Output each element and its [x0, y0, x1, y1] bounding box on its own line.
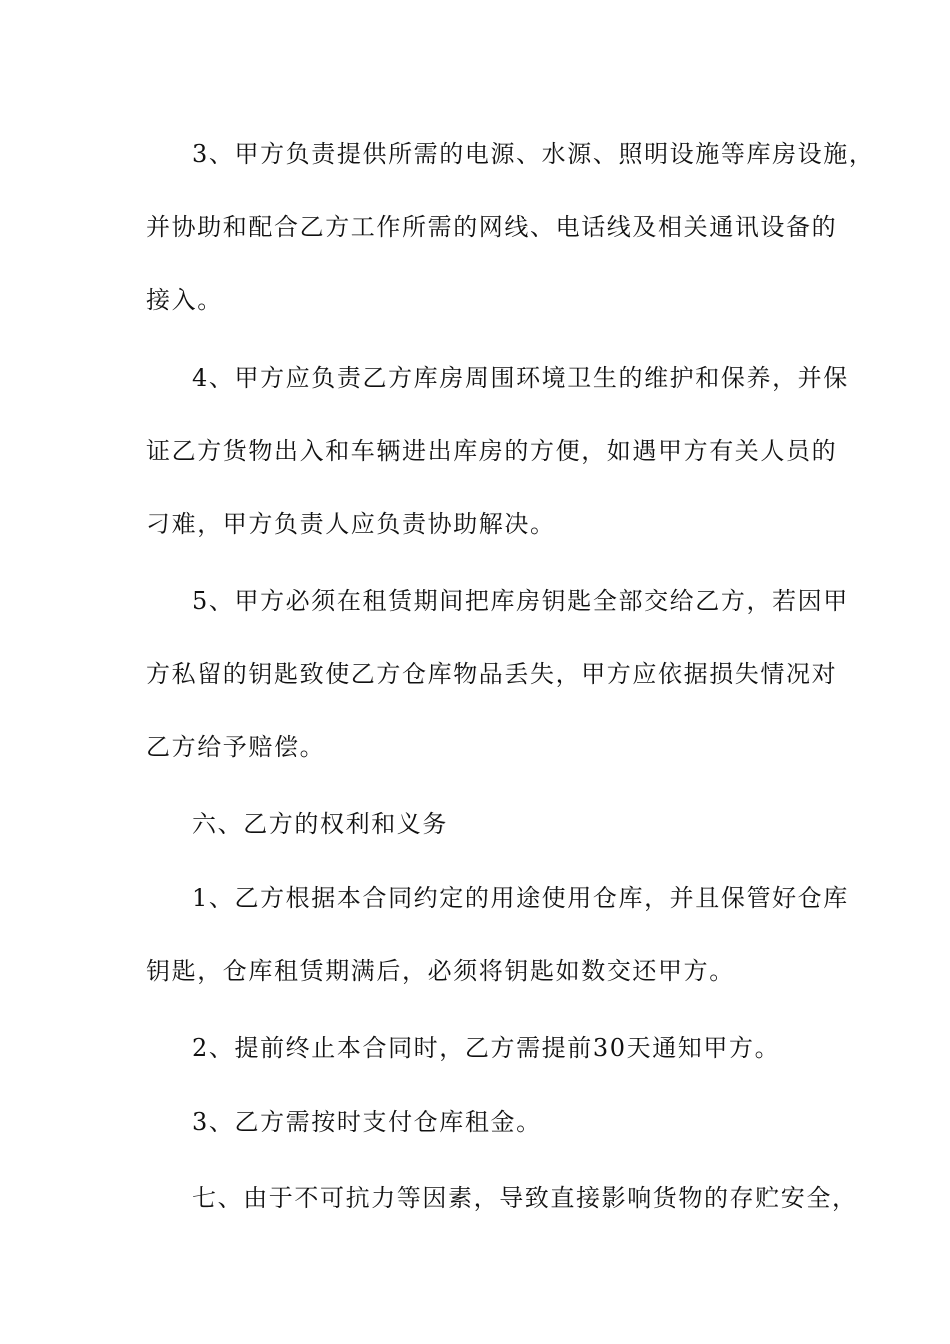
paragraph-line: 钥匙，仓库租赁期满后，必须将钥匙如数交还甲方。 [146, 957, 735, 985]
paragraph-line: 证乙方货物出入和车辆进出库房的方便，如遇甲方有关人员的 [146, 437, 838, 465]
paragraph-line: 乙方给予赔偿。 [146, 733, 326, 761]
paragraph-line: 3、乙方需按时支付仓库租金。 [192, 1108, 542, 1136]
paragraph-line: 2、提前终止本合同时，乙方需提前30天通知甲方。 [192, 1034, 781, 1062]
paragraph-line: 接入。 [146, 286, 223, 314]
paragraph-line: 1、乙方根据本合同约定的用途使用仓库，并且保管好仓库 [192, 884, 849, 912]
paragraph-line: 5、甲方必须在租赁期间把库房钥匙全部交给乙方，若因甲 [192, 587, 849, 615]
paragraph-line: 并协助和配合乙方工作所需的网线、电话线及相关通讯设备的 [146, 213, 838, 241]
paragraph-line: 方私留的钥匙致使乙方仓库物品丢失，甲方应依据损失情况对 [146, 660, 838, 688]
section-heading: 六、乙方的权利和义务 [192, 810, 448, 838]
paragraph-line: 七、由于不可抗力等因素，导致直接影响货物的存贮安全， [192, 1184, 858, 1212]
paragraph-line: 3、甲方负责提供所需的电源、水源、照明设施等库房设施， [192, 140, 875, 168]
paragraph-line: 刁难，甲方负责人应负责协助解决。 [146, 510, 556, 538]
paragraph-line: 4、甲方应负责乙方库房周围环境卫生的维护和保养，并保 [192, 364, 849, 392]
